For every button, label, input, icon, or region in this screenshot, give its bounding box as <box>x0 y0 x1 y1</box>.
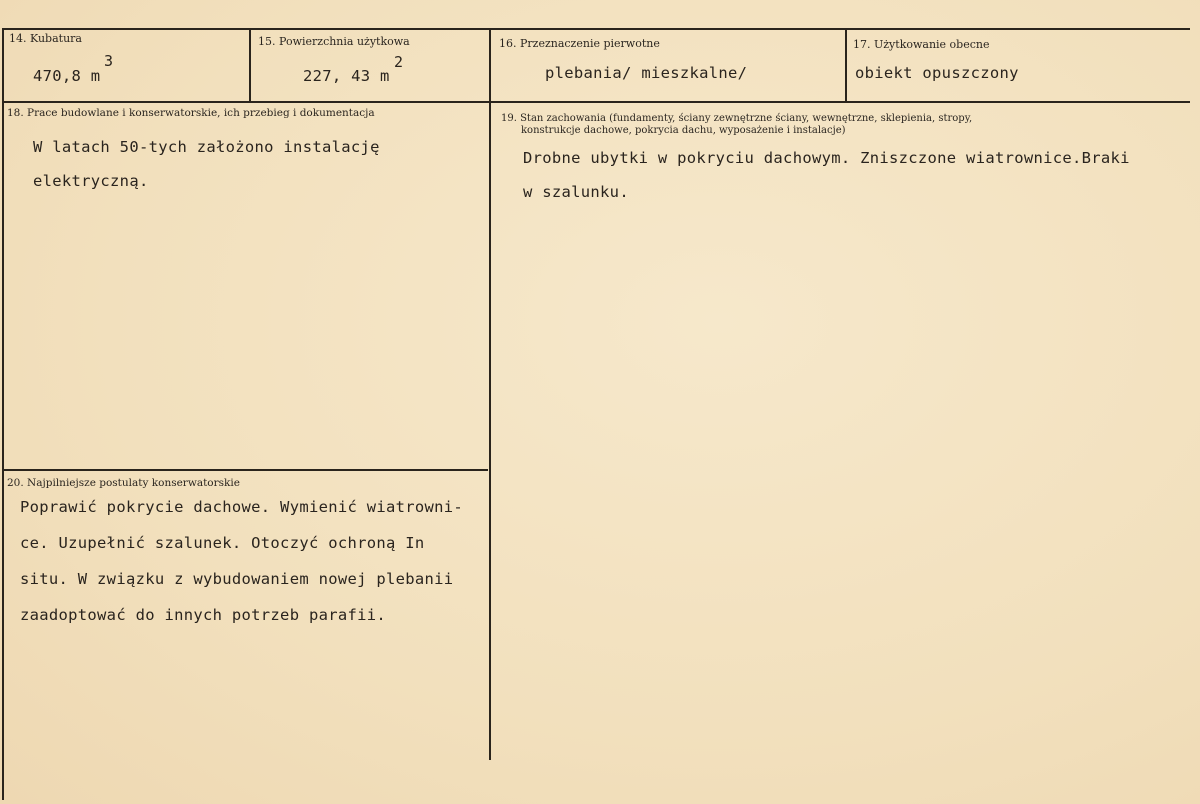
field-value-stan <box>523 149 1130 217</box>
postulaty-line: ce. Uzupełnić szalunek. Otoczyć ochroną In <box>20 534 425 552</box>
postulaty-line: situ. W związku z wybudowaniem nowej plebanii <box>20 570 454 588</box>
row-divider-top <box>2 101 1190 103</box>
col-divider-16-17 <box>845 28 847 102</box>
field-label-stan-line-1: 19. Stan zachowania (fundamenty, ściany zewnętrzne ściany, wewnętrzne, sklepienia, stropy, <box>501 113 973 124</box>
postulaty-line: Poprawić pokrycie dachowe. Wymienić wiatrowni- <box>20 498 464 516</box>
prace-line: W latach 50-tych założono instalację <box>33 138 380 156</box>
powierzchnia-exponent: 2 <box>394 53 404 71</box>
postulaty-line: zaadoptować do innych potrzeb parafii. <box>20 606 387 624</box>
field-label-prace: 18. Prace budowlane i konserwatorskie, ich przebieg i dokumentacja <box>7 107 375 119</box>
field-label-stan-line-2: konstrukcje dachowe, pokrycia dachu, wyposażenie i instalacje) <box>521 125 846 136</box>
stan-line: Drobne ubytki w pokryciu dachowym. Zniszczone wiatrownice.Braki <box>523 149 1130 167</box>
left-border <box>2 28 4 800</box>
field-value-powierzchnia: 227, 43 m <box>303 67 390 85</box>
field-label-przeznaczenie: 16. Przeznaczenie pierwotne <box>499 37 660 50</box>
field-label-uzytkowanie: 17. Użytkowanie obecne <box>853 38 990 51</box>
prace-line: elektryczną. <box>33 172 149 190</box>
field-value-postulaty <box>20 498 463 642</box>
field-value-przeznaczenie: plebania/ mieszkalne/ <box>545 64 748 82</box>
field-value-kubatura: 470,8 m <box>33 67 101 85</box>
top-border <box>2 28 1190 30</box>
field-value-uzytkowanie: obiekt opuszczony <box>855 64 1019 82</box>
kubatura-exponent: 3 <box>104 52 114 70</box>
col-divider-15-16 <box>489 28 491 760</box>
field-label-powierzchnia: 15. Powierzchnia użytkowa <box>258 35 410 48</box>
col-divider-14-15 <box>249 28 251 102</box>
stan-line: w szalunku. <box>523 183 629 201</box>
field-label-postulaty: 20. Najpilniejsze postulaty konserwatorskie <box>7 477 240 489</box>
field-value-prace <box>33 138 380 206</box>
row-divider-20 <box>2 469 488 471</box>
field-label-kubatura: 14. Kubatura <box>9 32 82 45</box>
